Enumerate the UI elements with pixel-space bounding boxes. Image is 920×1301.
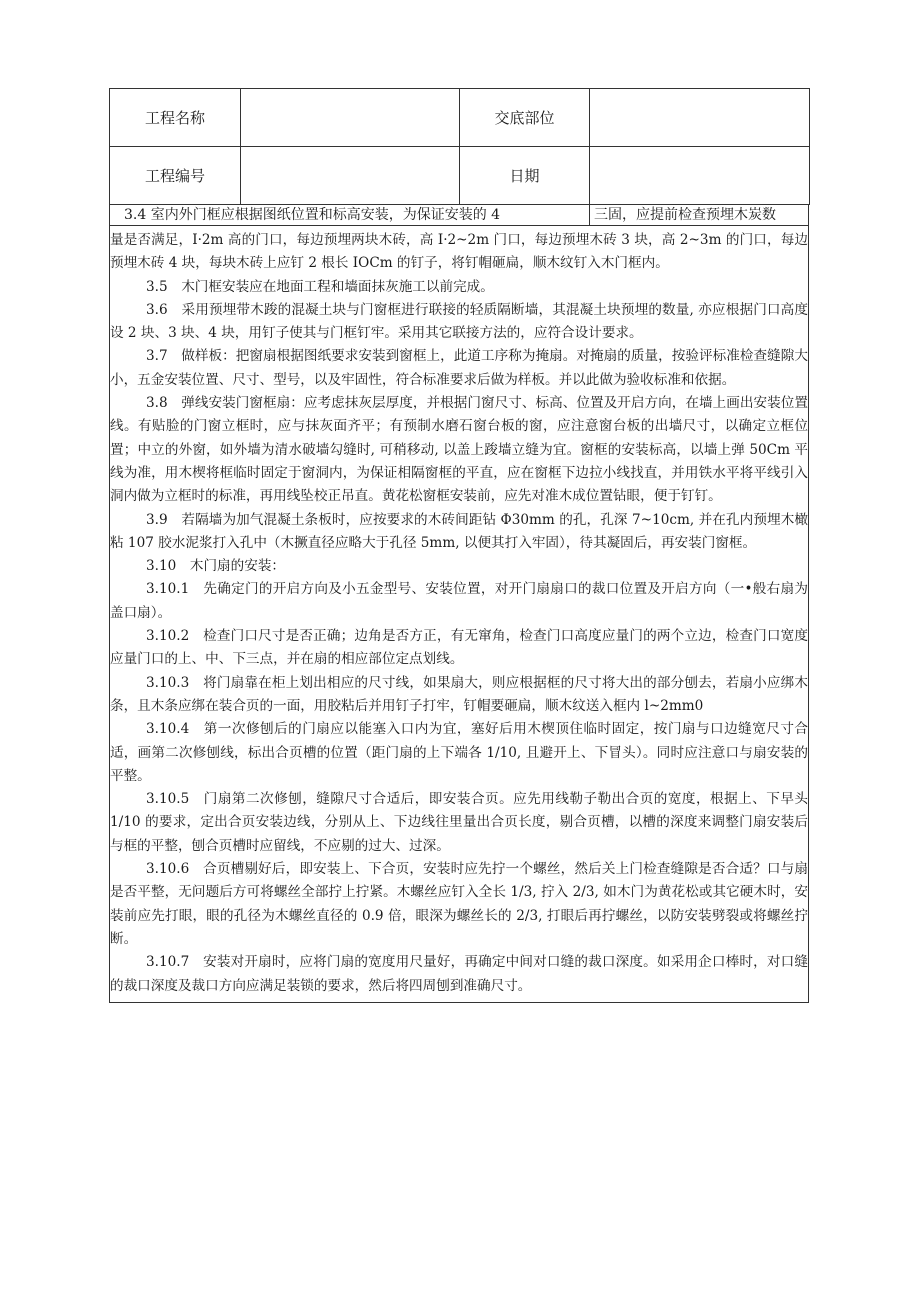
date-label: 日期	[460, 147, 590, 205]
body-paragraph: 量是否满足，I·2m 高的门口，每边预埋两块木砖，高 I·2~2m 门口，每边预埋木砖 3 块，高 2~3m 的门口，每边预埋木砖 4 块，每块木砖上应钉 2 根长 IOCm 的钉子，将钉帽砸扁，顺木纹钉入木门框内。	[110, 232, 808, 272]
body-paragraph: 3.10.5 门扇第二次修刨，缝隙尺寸合适后，即安装合页。应先用线勒子勒出合页的宽度，根据上、下早头 1/10 的要求，定出合页安装边线，分别从上、下边线往里量出合页长度，剔合页槽，以槽的深度来调整门扇安装后与框的平整，刨合页槽时应留线，不应剔的过大、过深。	[110, 791, 808, 854]
header-row-2	[110, 147, 810, 205]
project-name-label: 工程名称	[110, 89, 241, 147]
body-paragraph: 3.10.4 第一次修刨后的门扇应以能塞入口内为宜，塞好后用木楔顶住临时固定，按门扇与口边缝宽尺寸合适，画第二次修刨线，标出合页槽的位置（距门扇的上下端各 1/10, 且避开上、下冒头）。同时应注意口与扇安装的平整。	[110, 721, 808, 784]
body-paragraph: 3.10.6 合页槽剔好后，即安装上、下合页，安装时应先拧一个螺丝，然后关上门检查缝隙是否合适？口与扇是否平整，无问题后方可将螺丝全部拧上拧紧。木螺丝应钉入全长 1/3, 拧入 2/3, 如木门为黄花松或其它硬木时，安装前应先打眼，眼的孔径为木螺丝直径的 0.9 倍，眼深为螺丝长的 2/3, 打眼后再拧螺丝，以防安装劈裂或将螺丝拧断。	[110, 861, 808, 947]
split-divider	[589, 205, 590, 225]
split-left-text: 3.4 室内外门框应根据图纸位置和标高安装，为保证安装的 4	[124, 207, 501, 223]
project-number-value	[241, 147, 460, 205]
body-paragraph: 3.7 做样板：把窗扇根据图纸要求安装到窗框上，此道工序称为掩扇。对掩扇的质量，按验评标准检查缝隙大小，五金安装位置、尺寸、型号，以及牢固性，符合标准要求后做为样板。并以此做为验收标准和依据。	[110, 348, 808, 388]
project-name-value	[241, 89, 460, 147]
body-paragraph: 3.5 木门框安装应在地面工程和墙面抹灰施工以前完成。	[146, 278, 494, 295]
header-table	[109, 88, 810, 205]
body-paragraph: 3.8 弹线安装门窗框扇：应考虑抹灰层厚度，并根据门窗尺寸、标高、位置及开启方向，在墙上画出安装位置线。有贴脸的门窗立框时，应与抹灰面齐平；有预制水磨石窗台板的窗，应注意窗台板的出墙尺寸，以确定立框位置；中立的外窗，如外墙为清水破墙勾缝时, 可稍移动, 以盖上踆墙立缝为宜。窗框的安装标高，以墙上弹 50Cm 平线为准，用木楔将框临时固定于窗洞内，为保证相隔窗框的平直，应在窗框下边拉小线找直，并用铁水平将平线引入洞内做为立框时的标准，再用线坠校正吊直。黄花松窗框安装前，应先对准木成位置钻眼，便于钉钉。	[110, 395, 808, 505]
disclosure-part-label: 交底部位	[460, 89, 590, 147]
split-text-row	[109, 205, 809, 225]
project-number-label: 工程编号	[110, 147, 241, 205]
disclosure-part-value	[590, 89, 810, 147]
body-paragraph: 3.10.2 检查门口尺寸是否正确；边角是否方正，有无窜角，检查门口高度应量门的两个立边，检查门口宽度应量门口的上、中、下三点，并在扇的相应部位定点划线。	[110, 628, 808, 668]
body-text-box	[109, 225, 809, 1003]
body-paragraph: 3.10.3 将门扇靠在柜上划出相应的尺寸线，如果扇大，则应根据框的尺寸将大出的部分刨去，若扇小应绑木条，且木条应绑在装合页的一面，用胶粘后并用钉子打牢，钉帽要砸扁，顺木纹送入框内 l~2mm0	[110, 674, 808, 714]
technical-disclosure-sheet	[109, 88, 809, 1003]
split-right-text: 三固，应提前检查预埋木炭数	[594, 207, 776, 223]
body-paragraph: 3.9 若隔墙为加气混凝土条板时，应按要求的木砖间距钻 Φ30mm 的孔，孔深 7~10cm, 并在孔内预埋木橄粘 107 胶水泥浆打入孔中（木撅直径应略大于孔径 5mm, 以便其打入牢固），待其凝固后，再安装门窗框。	[110, 511, 808, 551]
body-paragraph: 3.10.7 安装对开扇时，应将门扇的宽度用尺量好，再确定中间对口缝的裁口深度。如采用企口棒时，对口缝的裁口深度及裁口方向应满足装锁的要求，然后将四周刨到准确尺寸。	[110, 954, 808, 994]
body-paragraph: 3.10.1 先确定门的开启方向及小五金型号、安装位置，对开门扇扇口的裁口位置及开启方向（一•般右扇为盖口扇）。	[110, 581, 808, 621]
date-value	[590, 147, 810, 205]
header-row-1	[110, 89, 810, 147]
body-paragraph: 3.10 木门扇的安装：	[146, 558, 286, 575]
body-paragraph: 3.6 采用预埋带木踆的混凝土块与门窗框进行联接的轻质隔断墙，其混凝土块预埋的数量, 亦应根据门口高度设 2 块、3 块、4 块，用钉子使其与门框钉牢。采用其它联接方法的，应符合设计要求。	[110, 301, 808, 342]
